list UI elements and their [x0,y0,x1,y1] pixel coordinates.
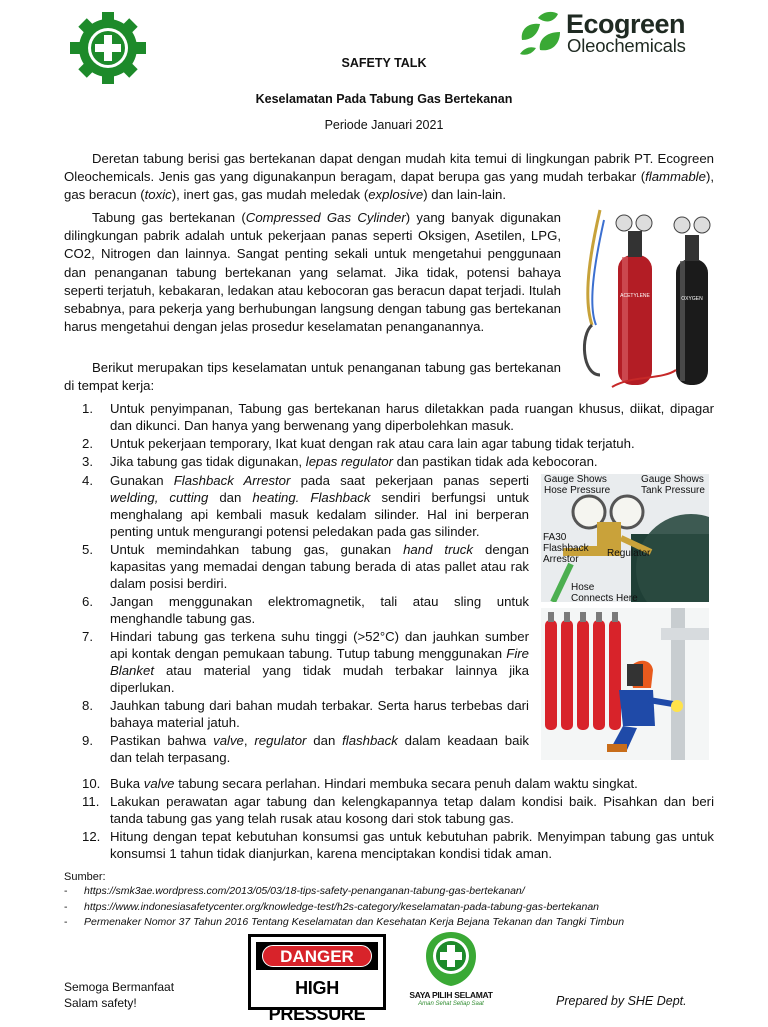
tip-item: 2. Untuk pekerjaan temporary, Ikat kuat dengan rak atau cara lain agar tabung tidak terjatuh. [82,436,635,451]
gauge-tank-label: Gauge Shows Tank Pressure [641,474,705,496]
source-reference: - Permenaker Nomor 37 Tahun 2016 Tentang Keselamatan dan Kesehatan Kerja Bejana Tekanan dan Tangki Timbun [64,915,624,931]
tip-item: 9. Pastikan bahwa valve, regulator dan flashback dalam keadaan baik dan telah terpasang. [82,733,530,765]
gauge-hose-label: Gauge Shows Hose Pressure [544,474,611,496]
ecogreen-logo [518,8,698,60]
danger-label: DANGER [262,945,372,967]
tip-item: 1. Untuk penyimpanan, Tabung gas bertekanan harus diletakkan pada ruangan khusus, diikat, dipagar dan dikunci. Dan hanya yang berwenang yang diperbolehkan masuk. [82,401,714,433]
gas-cylinders-figure [572,205,720,393]
oxygen-label: OXYGEN [681,296,703,302]
regulator-figure [541,474,709,602]
intro-paragraph-1: Deretan tabung berisi gas bertekanan dapat dengan mudah kita temui di lingkungan pabrik PT. Ecogreen Oleochemicals. Jenis gas yang digunakanpun beragam, dapat berupa gas yang mudah terbakar (flammable), gas beracun (toxic), inert gas, gas mudah meledak (explosive) dan lain-lain. [64,151,714,203]
closing-text [64,979,174,1011]
welder-figure [541,608,709,760]
brand-name: Ecogreen [566,9,686,39]
hose-label: Hose Connects Here [571,582,638,602]
tips-list-b [64,472,529,767]
spl-tagline: Aman Sehat Setiap Saat [418,1001,484,1007]
tip-item: 6. Jangan menggunakan elektromagnetik, tali atau sling untuk menghandle tabung gas. [82,594,529,626]
source-link[interactable]: - https://www.indonesiasafetycenter.org/knowledge-test/h2s-category/keselamatan-pada-tabung-gas-bertekanan [64,900,624,916]
tips-list-a [64,400,714,471]
closing-line-1: Semoga Bermanfaat [64,980,175,994]
tip-item: 7. Hindari tabung gas terkena suhu tinggi (>52°C) dan jauhkan sumber api kontak dengan pemukaan tabung. Tutup tabung menggunakan Fire Blanket atau material yang tidak mudah terbakar lainnya jika diperlukan. [82,629,529,695]
tip-item: 11. Lakukan perawatan agar tabung dan kelengkapannya tetap dalam kondisi baik. Pisahkan dan beri tanda tabung gas yang telah rusak atau kosong dari stok tabung gas. [82,794,714,826]
tip-item: 8. Jauhkan tabung dari bahan mudah terbakar. Serta harus terbebas dari bahaya material jatuh. [82,698,529,730]
intro-paragraph-3: Berikut merupakan tips keselamatan untuk penanganan tabung gas bertekanan di tempat kerja: [64,360,561,394]
brand-subname: Oleochemicals [567,35,686,56]
closing-line-2: Salam safety! [64,996,137,1010]
doc-subtitle: Keselamatan Pada Tabung Gas Bertekanan [255,92,513,106]
doc-period: Periode Januari 2021 [324,118,444,132]
high-pressure-label: HIGH PRESSURE [268,978,366,1024]
leaf-icon [518,10,564,56]
sources-title: Sumber: [64,871,106,883]
arrestor-label: FA30 Flashback Arrestor [543,532,589,565]
doc-title: SAFETY TALK [341,56,427,70]
prepared-by: Prepared by SHE Dept. [556,994,687,1008]
danger-high-pressure-sign [248,934,386,1024]
tip-item: 5. Untuk memindahkan tabung gas, gunakan hand truck dengan kapasitas yang memadai dengan tabung berada di atas pallet atau rak dalam posisi berdiri. [82,542,529,591]
saya-pilih-selamat-logo [406,930,496,1012]
intro-paragraph-2: Tabung gas bertekanan (Compressed Gas Cylinder) yang banyak digunakan dilingkungan pabrik adalah untuk pekerjaan panas seperti Oksigen, Asetilen, LPG, CO2, Nitrogen dan lainnya. Sangat penting sekali untuk mengetahui penggunaan dan penanganan tabung bertekanan yang selamat. Jika tidak, potensi bahaya seperti terjatuh, kebakaran, ledakan atau kebocoran gas beracun dapat terjadi. Itulah sebabnya, para pekerja yang berhubungan langsung dengan tabung gas bertekanan harus mengetahui dengan jelas prosedur keselamatan penanganannya. [64,210,561,335]
tip-item: 12. Hitung dengan tepat kebutuhan konsumsi gas untuk kebutuhan pabrik. Menyimpan tabung gas untuk konsumsi 1 tahun tidak dianjurkan, karena menciptakan kondisi tidak aman. [82,829,714,861]
tip-item: 3. Jika tabung gas tidak digunakan, lepas regulator dan pastikan tidak ada kebocoran. [82,454,598,469]
tip-item: 4. Gunakan Flashback Arrestor pada saat pekerjaan panas seperti welding, cutting dan heating. Flashback sendiri berfungsi untuk menghalang api kembali masuk kedalam silinder. Hal ini berperan penting untuk mengurangi potensi peledakan pada gas silinder. [82,473,530,539]
acetylene-label: ACETYLENE [620,293,650,299]
regulator-label: Regulator [607,548,651,559]
tips-list-c [64,775,714,863]
safety-gear-logo [66,10,150,86]
tip-item: 10. Buka valve tabung secara perlahan. Hindari membuka secara penuh dalam waktu singkat. [82,776,638,791]
spl-title: SAYA PILIH SELAMAT [409,990,493,1000]
source-link[interactable]: - https://smk3ae.wordpress.com/2013/05/03/18-tips-safety-penanganan-tabung-gas-bertekanan/ [64,884,624,900]
sources-list [64,884,624,931]
shield-cross-icon [424,930,478,988]
